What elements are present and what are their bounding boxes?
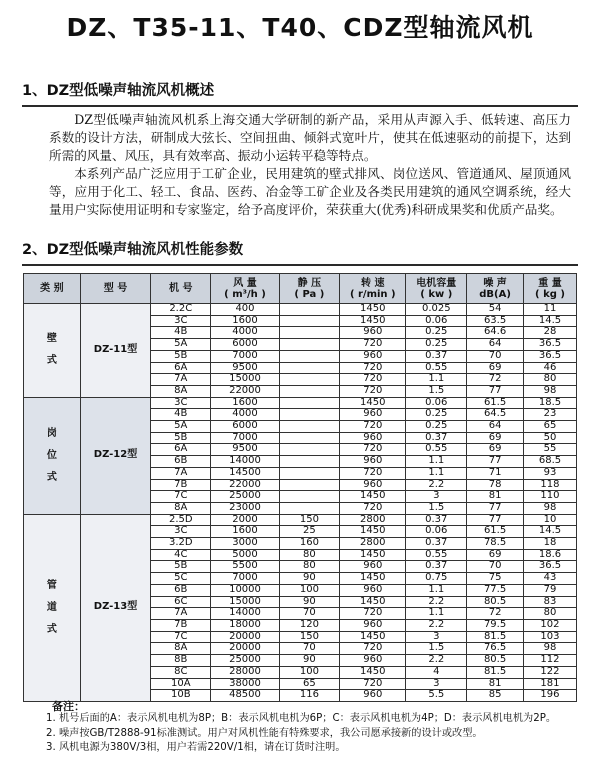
machine-no-cell: 5B bbox=[151, 350, 211, 362]
weight-cell: 79 bbox=[523, 584, 576, 596]
speed-cell: 720 bbox=[340, 385, 406, 397]
header-airflow-label: 风 量 bbox=[233, 277, 257, 289]
static-pressure-cell bbox=[279, 479, 340, 491]
machine-no-cell: 7A bbox=[151, 374, 211, 386]
weight-cell: 11 bbox=[523, 304, 576, 316]
airflow-cell: 3000 bbox=[211, 538, 279, 550]
model-cell: DZ-12型 bbox=[80, 397, 150, 514]
notes-title: 备注： bbox=[52, 700, 85, 713]
category-char: 式 bbox=[46, 623, 57, 635]
category-char: 岗 bbox=[46, 427, 57, 439]
header-motor-power bbox=[406, 274, 467, 304]
machine-no-cell: 3C bbox=[151, 315, 211, 327]
speed-cell: 1450 bbox=[340, 573, 406, 585]
motor-power-cell: 0.75 bbox=[406, 573, 467, 585]
airflow-cell: 1600 bbox=[211, 397, 279, 409]
noise-cell: 78 bbox=[467, 479, 524, 491]
static-pressure-cell: 90 bbox=[279, 655, 340, 667]
machine-no-cell: 4B bbox=[151, 409, 211, 421]
weight-cell: 103 bbox=[523, 631, 576, 643]
performance-table bbox=[23, 273, 577, 702]
header-speed-label: 转 速 bbox=[361, 277, 385, 289]
motor-power-cell: 4 bbox=[406, 666, 467, 678]
noise-cell: 64.5 bbox=[467, 409, 524, 421]
noise-cell: 78.5 bbox=[467, 538, 524, 550]
motor-power-cell: 0.55 bbox=[406, 549, 467, 561]
motor-power-cell: 0.37 bbox=[406, 561, 467, 573]
header-speed bbox=[340, 274, 406, 304]
speed-cell: 960 bbox=[340, 561, 406, 573]
speed-cell: 960 bbox=[340, 619, 406, 631]
machine-no-cell: 7B bbox=[151, 479, 211, 491]
noise-cell: 81.5 bbox=[467, 666, 524, 678]
motor-power-cell: 0.37 bbox=[406, 432, 467, 444]
machine-no-cell: 10B bbox=[151, 690, 211, 702]
machine-no-cell: 8A bbox=[151, 385, 211, 397]
motor-power-cell: 0.025 bbox=[406, 304, 467, 316]
weight-cell: 36.5 bbox=[523, 561, 576, 573]
weight-cell: 80 bbox=[523, 374, 576, 386]
category-cell bbox=[24, 304, 81, 398]
static-pressure-cell bbox=[279, 339, 340, 351]
header-noise-label: 噪 声 bbox=[483, 277, 507, 289]
static-pressure-cell: 150 bbox=[279, 631, 340, 643]
airflow-cell: 5500 bbox=[211, 561, 279, 573]
section-heading-parameters: 2、DZ型低噪声轴流风机性能参数 bbox=[22, 238, 578, 266]
speed-cell: 720 bbox=[340, 608, 406, 620]
weight-cell: 118 bbox=[523, 479, 576, 491]
static-pressure-cell: 25 bbox=[279, 526, 340, 538]
table-group bbox=[24, 514, 577, 701]
table-row bbox=[24, 397, 577, 409]
speed-cell: 720 bbox=[340, 502, 406, 514]
motor-power-cell: 2.2 bbox=[406, 655, 467, 667]
machine-no-cell: 2.2C bbox=[151, 304, 211, 316]
airflow-cell: 48500 bbox=[211, 690, 279, 702]
airflow-cell: 18000 bbox=[211, 619, 279, 631]
noise-cell: 69 bbox=[467, 444, 524, 456]
weight-cell: 14.5 bbox=[523, 315, 576, 327]
static-pressure-cell: 100 bbox=[279, 666, 340, 678]
airflow-cell: 25000 bbox=[211, 491, 279, 503]
machine-no-cell: 5A bbox=[151, 339, 211, 351]
airflow-cell: 6000 bbox=[211, 339, 279, 351]
header-noise-unit: dB(A) bbox=[479, 288, 511, 300]
machine-no-cell: 6C bbox=[151, 596, 211, 608]
header-airflow-unit: ( m³/h ) bbox=[224, 288, 266, 300]
noise-cell: 64 bbox=[467, 421, 524, 433]
motor-power-cell: 3 bbox=[406, 491, 467, 503]
machine-no-cell: 7A bbox=[151, 467, 211, 479]
noise-cell: 80.5 bbox=[467, 655, 524, 667]
weight-cell: 83 bbox=[523, 596, 576, 608]
noise-cell: 77 bbox=[467, 514, 524, 526]
weight-cell: 80 bbox=[523, 608, 576, 620]
weight-cell: 98 bbox=[523, 502, 576, 514]
static-pressure-cell: 150 bbox=[279, 514, 340, 526]
static-pressure-cell: 70 bbox=[279, 643, 340, 655]
model-cell: DZ-13型 bbox=[80, 514, 150, 701]
static-pressure-cell: 80 bbox=[279, 549, 340, 561]
airflow-cell: 4000 bbox=[211, 327, 279, 339]
weight-cell: 93 bbox=[523, 467, 576, 479]
speed-cell: 1450 bbox=[340, 596, 406, 608]
static-pressure-cell: 120 bbox=[279, 619, 340, 631]
speed-cell: 1450 bbox=[340, 666, 406, 678]
static-pressure-cell bbox=[279, 315, 340, 327]
machine-no-cell: 7A bbox=[151, 608, 211, 620]
static-pressure-cell bbox=[279, 421, 340, 433]
weight-cell: 36.5 bbox=[523, 350, 576, 362]
airflow-cell: 15000 bbox=[211, 374, 279, 386]
speed-cell: 720 bbox=[340, 467, 406, 479]
header-pressure-label: 静 压 bbox=[297, 277, 322, 289]
header-pressure-unit: ( Pa ) bbox=[294, 288, 325, 300]
airflow-cell: 400 bbox=[211, 304, 279, 316]
note-item: 2. 噪声按GB/T2888-91标准测试。用户对风机性能有特殊要求，我公司愿承接新的设计或改型。 bbox=[46, 727, 483, 739]
machine-no-cell: 7C bbox=[151, 491, 211, 503]
weight-cell: 36.5 bbox=[523, 339, 576, 351]
motor-power-cell: 0.37 bbox=[406, 514, 467, 526]
static-pressure-cell bbox=[279, 374, 340, 386]
machine-no-cell: 6A bbox=[151, 444, 211, 456]
motor-power-cell: 1.5 bbox=[406, 643, 467, 655]
motor-power-cell: 5.5 bbox=[406, 690, 467, 702]
motor-power-cell: 1.1 bbox=[406, 608, 467, 620]
machine-no-cell: 4C bbox=[151, 549, 211, 561]
header-static-pressure bbox=[279, 274, 340, 304]
weight-cell: 50 bbox=[523, 432, 576, 444]
weight-cell: 18 bbox=[523, 538, 576, 550]
noise-cell: 61.5 bbox=[467, 397, 524, 409]
airflow-cell: 7000 bbox=[211, 350, 279, 362]
model-cell: DZ-11型 bbox=[80, 304, 150, 398]
noise-cell: 77 bbox=[467, 385, 524, 397]
speed-cell: 1450 bbox=[340, 549, 406, 561]
noise-cell: 81 bbox=[467, 491, 524, 503]
static-pressure-cell bbox=[279, 409, 340, 421]
weight-cell: 68.5 bbox=[523, 456, 576, 468]
motor-power-cell: 0.25 bbox=[406, 409, 467, 421]
weight-cell: 98 bbox=[523, 643, 576, 655]
overview-paragraph-2: 本系列产品广泛应用于工矿企业，民用建筑的壁式排风、岗位送风、管道通风、屋顶通风等，应用于化工、轻工、食品、医药、冶金等工矿企业及各类民用建筑的通风空调系统，经大量用户实际使用证明和专家鉴定，给予高度评价，荣获重大(优秀)科研成果奖和优质产品奖。 bbox=[49, 166, 571, 217]
airflow-cell: 22000 bbox=[211, 385, 279, 397]
noise-cell: 81 bbox=[467, 678, 524, 690]
static-pressure-cell bbox=[279, 350, 340, 362]
notes-list bbox=[46, 712, 586, 756]
weight-cell: 110 bbox=[523, 491, 576, 503]
noise-cell: 75 bbox=[467, 573, 524, 585]
static-pressure-cell: 65 bbox=[279, 678, 340, 690]
noise-cell: 77 bbox=[467, 502, 524, 514]
static-pressure-cell bbox=[279, 432, 340, 444]
header-weight-unit: ( kg ) bbox=[535, 288, 565, 300]
machine-no-cell: 8B bbox=[151, 655, 211, 667]
airflow-cell: 1600 bbox=[211, 526, 279, 538]
noise-cell: 64.6 bbox=[467, 327, 524, 339]
machine-no-cell: 10A bbox=[151, 678, 211, 690]
machine-no-cell: 5A bbox=[151, 421, 211, 433]
weight-cell: 14.5 bbox=[523, 526, 576, 538]
header-power-label: 电机容量 bbox=[416, 277, 457, 289]
static-pressure-cell: 90 bbox=[279, 573, 340, 585]
motor-power-cell: 0.06 bbox=[406, 526, 467, 538]
speed-cell: 720 bbox=[340, 339, 406, 351]
weight-cell: 18.6 bbox=[523, 549, 576, 561]
section-heading-overview: 1、DZ型低噪声轴流风机概述 bbox=[22, 79, 578, 107]
machine-no-cell: 2.5D bbox=[151, 514, 211, 526]
motor-power-cell: 1.1 bbox=[406, 374, 467, 386]
speed-cell: 960 bbox=[340, 432, 406, 444]
airflow-cell: 20000 bbox=[211, 631, 279, 643]
machine-no-cell: 8A bbox=[151, 502, 211, 514]
noise-cell: 76.5 bbox=[467, 643, 524, 655]
weight-cell: 10 bbox=[523, 514, 576, 526]
machine-no-cell: 7C bbox=[151, 631, 211, 643]
weight-cell: 112 bbox=[523, 655, 576, 667]
static-pressure-cell: 116 bbox=[279, 690, 340, 702]
noise-cell: 64 bbox=[467, 339, 524, 351]
motor-power-cell: 1.1 bbox=[406, 467, 467, 479]
static-pressure-cell: 80 bbox=[279, 561, 340, 573]
weight-cell: 46 bbox=[523, 362, 576, 374]
noise-cell: 81.5 bbox=[467, 631, 524, 643]
motor-power-cell: 0.37 bbox=[406, 350, 467, 362]
airflow-cell: 7000 bbox=[211, 573, 279, 585]
header-speed-unit: ( r/min ) bbox=[349, 288, 396, 300]
static-pressure-cell bbox=[279, 491, 340, 503]
motor-power-cell: 2.2 bbox=[406, 596, 467, 608]
noise-cell: 71 bbox=[467, 467, 524, 479]
airflow-cell: 9500 bbox=[211, 362, 279, 374]
weight-cell: 43 bbox=[523, 573, 576, 585]
speed-cell: 720 bbox=[340, 374, 406, 386]
machine-no-cell: 8C bbox=[151, 666, 211, 678]
static-pressure-cell bbox=[279, 456, 340, 468]
page-title: DZ、T35-11、T40、CDZ型轴流风机 bbox=[66, 13, 534, 42]
machine-no-cell: 8A bbox=[151, 643, 211, 655]
machine-no-cell: 3C bbox=[151, 526, 211, 538]
noise-cell: 72 bbox=[467, 374, 524, 386]
motor-power-cell: 0.25 bbox=[406, 339, 467, 351]
category-char: 式 bbox=[46, 471, 57, 483]
header-weight bbox=[523, 274, 576, 304]
header-noise bbox=[467, 274, 524, 304]
weight-cell: 181 bbox=[523, 678, 576, 690]
motor-power-cell: 1.1 bbox=[406, 456, 467, 468]
speed-cell: 1450 bbox=[340, 491, 406, 503]
weight-cell: 28 bbox=[523, 327, 576, 339]
noise-cell: 69 bbox=[467, 432, 524, 444]
noise-cell: 77.5 bbox=[467, 584, 524, 596]
motor-power-cell: 0.25 bbox=[406, 327, 467, 339]
noise-cell: 70 bbox=[467, 561, 524, 573]
speed-cell: 720 bbox=[340, 362, 406, 374]
category-cell bbox=[24, 514, 81, 701]
speed-cell: 2800 bbox=[340, 514, 406, 526]
speed-cell: 960 bbox=[340, 655, 406, 667]
static-pressure-cell: 160 bbox=[279, 538, 340, 550]
speed-cell: 1450 bbox=[340, 304, 406, 316]
speed-cell: 960 bbox=[340, 350, 406, 362]
noise-cell: 79.5 bbox=[467, 619, 524, 631]
header-category: 类 别 bbox=[24, 274, 81, 304]
machine-no-cell: 6A bbox=[151, 362, 211, 374]
table-group bbox=[24, 397, 577, 514]
category-char: 壁 bbox=[46, 333, 57, 345]
airflow-cell: 9500 bbox=[211, 444, 279, 456]
machine-no-cell: 4B bbox=[151, 327, 211, 339]
weight-cell: 122 bbox=[523, 666, 576, 678]
weight-cell: 65 bbox=[523, 421, 576, 433]
noise-cell: 54 bbox=[467, 304, 524, 316]
weight-cell: 196 bbox=[523, 690, 576, 702]
airflow-cell: 1600 bbox=[211, 315, 279, 327]
speed-cell: 960 bbox=[340, 479, 406, 491]
static-pressure-cell bbox=[279, 385, 340, 397]
airflow-cell: 38000 bbox=[211, 678, 279, 690]
airflow-cell: 15000 bbox=[211, 596, 279, 608]
airflow-cell: 20000 bbox=[211, 643, 279, 655]
noise-cell: 61.5 bbox=[467, 526, 524, 538]
motor-power-cell: 0.37 bbox=[406, 538, 467, 550]
note-item: 3. 风机电源为380V/3相，用户若需220V/1相，请在订货时注明。 bbox=[46, 742, 346, 753]
header-type: 型 号 bbox=[80, 274, 150, 304]
motor-power-cell: 0.06 bbox=[406, 315, 467, 327]
static-pressure-cell bbox=[279, 362, 340, 374]
speed-cell: 720 bbox=[340, 678, 406, 690]
weight-cell: 102 bbox=[523, 619, 576, 631]
noise-cell: 69 bbox=[467, 549, 524, 561]
speed-cell: 960 bbox=[340, 409, 406, 421]
machine-no-cell: 5C bbox=[151, 573, 211, 585]
table-row bbox=[24, 304, 577, 316]
airflow-cell: 4000 bbox=[211, 409, 279, 421]
static-pressure-cell: 70 bbox=[279, 608, 340, 620]
motor-power-cell: 1.5 bbox=[406, 385, 467, 397]
category-cell bbox=[24, 397, 81, 514]
motor-power-cell: 1.1 bbox=[406, 584, 467, 596]
machine-no-cell: 3C bbox=[151, 397, 211, 409]
static-pressure-cell: 90 bbox=[279, 596, 340, 608]
speed-cell: 960 bbox=[340, 690, 406, 702]
motor-power-cell: 0.06 bbox=[406, 397, 467, 409]
table-group bbox=[24, 304, 577, 398]
speed-cell: 1450 bbox=[340, 315, 406, 327]
machine-no-cell: 6B bbox=[151, 584, 211, 596]
motor-power-cell: 0.55 bbox=[406, 444, 467, 456]
header-machine-no: 机 号 bbox=[151, 274, 211, 304]
motor-power-cell: 0.25 bbox=[406, 421, 467, 433]
motor-power-cell: 0.55 bbox=[406, 362, 467, 374]
speed-cell: 1450 bbox=[340, 631, 406, 643]
category-char: 道 bbox=[46, 601, 57, 613]
weight-cell: 98 bbox=[523, 385, 576, 397]
airflow-cell: 5000 bbox=[211, 549, 279, 561]
category-char: 式 bbox=[46, 355, 57, 367]
airflow-cell: 22000 bbox=[211, 479, 279, 491]
category-char: 管 bbox=[46, 579, 57, 591]
weight-cell: 23 bbox=[523, 409, 576, 421]
motor-power-cell: 3 bbox=[406, 678, 467, 690]
motor-power-cell: 3 bbox=[406, 631, 467, 643]
motor-power-cell: 1.5 bbox=[406, 502, 467, 514]
motor-power-cell: 2.2 bbox=[406, 479, 467, 491]
noise-cell: 80.5 bbox=[467, 596, 524, 608]
category-char: 位 bbox=[46, 449, 57, 461]
speed-cell: 960 bbox=[340, 327, 406, 339]
speed-cell: 960 bbox=[340, 584, 406, 596]
machine-no-cell: 3.2D bbox=[151, 538, 211, 550]
noise-cell: 85 bbox=[467, 690, 524, 702]
airflow-cell: 6000 bbox=[211, 421, 279, 433]
noise-cell: 63.5 bbox=[467, 315, 524, 327]
airflow-cell: 7000 bbox=[211, 432, 279, 444]
airflow-cell: 10000 bbox=[211, 584, 279, 596]
static-pressure-cell bbox=[279, 304, 340, 316]
note-item: 1. 机号后面的A：表示风机电机为8P；B：表示风机电机为6P；C：表示风机电机为4P；D：表示风机电机为2P。 bbox=[46, 713, 557, 724]
table-header-row bbox=[24, 274, 577, 304]
header-weight-label: 重 量 bbox=[538, 277, 562, 289]
noise-cell: 70 bbox=[467, 350, 524, 362]
header-power-unit: ( kw ) bbox=[420, 288, 453, 300]
table-row bbox=[24, 514, 577, 526]
airflow-cell: 14500 bbox=[211, 467, 279, 479]
overview-paragraph-1: DZ型低噪声轴流风机系上海交通大学研制的新产品，采用从声源入手、低转速、高压力系数的设计方法，研制成大弦长、空间扭曲、倾斜式宽叶片，使其在低速驱动的前提下，达到所需的风量、风压，具有效率高、振动小运转平稳等特点。 bbox=[49, 112, 571, 163]
motor-power-cell: 2.2 bbox=[406, 619, 467, 631]
weight-cell: 55 bbox=[523, 444, 576, 456]
speed-cell: 720 bbox=[340, 421, 406, 433]
airflow-cell: 23000 bbox=[211, 502, 279, 514]
noise-cell: 77 bbox=[467, 456, 524, 468]
airflow-cell: 2000 bbox=[211, 514, 279, 526]
speed-cell: 960 bbox=[340, 456, 406, 468]
static-pressure-cell bbox=[279, 444, 340, 456]
airflow-cell: 14000 bbox=[211, 456, 279, 468]
machine-no-cell: 5B bbox=[151, 561, 211, 573]
static-pressure-cell: 100 bbox=[279, 584, 340, 596]
speed-cell: 1450 bbox=[340, 397, 406, 409]
speed-cell: 1450 bbox=[340, 526, 406, 538]
static-pressure-cell bbox=[279, 502, 340, 514]
header-airflow bbox=[211, 274, 279, 304]
airflow-cell: 25000 bbox=[211, 655, 279, 667]
speed-cell: 720 bbox=[340, 444, 406, 456]
machine-no-cell: 5B bbox=[151, 432, 211, 444]
airflow-cell: 28000 bbox=[211, 666, 279, 678]
noise-cell: 69 bbox=[467, 362, 524, 374]
static-pressure-cell bbox=[279, 327, 340, 339]
static-pressure-cell bbox=[279, 467, 340, 479]
static-pressure-cell bbox=[279, 397, 340, 409]
speed-cell: 2800 bbox=[340, 538, 406, 550]
noise-cell: 72 bbox=[467, 608, 524, 620]
speed-cell: 720 bbox=[340, 643, 406, 655]
machine-no-cell: 7B bbox=[151, 619, 211, 631]
machine-no-cell: 6B bbox=[151, 456, 211, 468]
weight-cell: 18.5 bbox=[523, 397, 576, 409]
airflow-cell: 14000 bbox=[211, 608, 279, 620]
